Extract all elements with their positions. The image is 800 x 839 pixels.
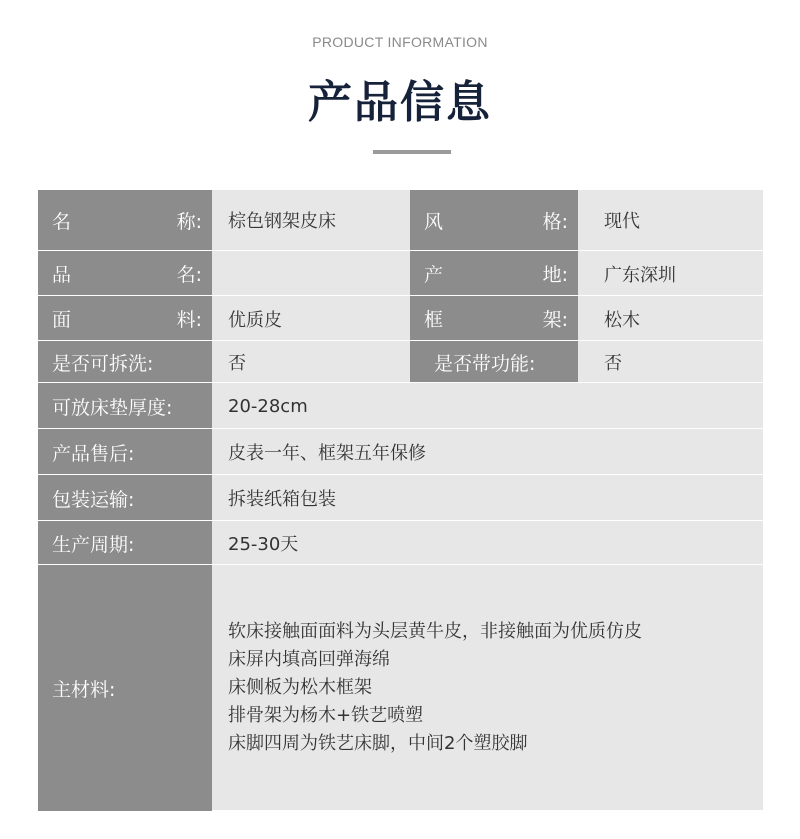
table-row <box>38 520 763 565</box>
label-cell-packaging: 包装运输: <box>38 475 212 521</box>
page-title: 产品信息 <box>308 77 492 128</box>
value-cell-function: 否 <box>604 353 622 374</box>
label-cell-frame: 框 架: <box>410 296 578 341</box>
value-cell-washable: 否 <box>228 353 246 374</box>
label-cell-after-sales: 产品售后: <box>38 429 212 475</box>
table-row <box>38 250 763 296</box>
table-row <box>38 295 763 341</box>
page-subtitle: PRODUCT INFORMATION <box>312 34 488 50</box>
label-cell-name: 名 称: <box>38 190 212 250</box>
material-line: 软床接触面面料为头层黄牛皮，非接触面为优质仿皮 <box>228 621 642 642</box>
product-info-table <box>38 190 763 810</box>
value-cell-main-material <box>212 565 763 811</box>
material-line: 床屏内填高回弹海绵 <box>228 649 390 670</box>
value-cell-fabric: 优质皮 <box>228 309 282 331</box>
label-cell-product-name: 品 名: <box>38 251 212 296</box>
value-cell-origin: 广东深圳 <box>604 264 676 286</box>
value-cell-packaging: 拆装纸箱包装 <box>228 489 336 510</box>
value-cell-style: 现代 <box>604 211 640 232</box>
title-underline <box>373 150 451 154</box>
table-row <box>38 564 763 811</box>
label-cell-production-cycle: 生产周期: <box>38 521 212 565</box>
value-cell-name: 棕色钢架皮床 <box>228 211 336 232</box>
value-cell-product-name <box>212 251 410 296</box>
label-cell-style: 风 格: <box>410 190 578 250</box>
value-cell-frame: 松木 <box>604 309 640 331</box>
material-line: 床脚四周为铁艺床脚，中间2个塑胶脚 <box>228 733 528 754</box>
label-cell-fabric: 面 料: <box>38 296 212 341</box>
label-cell-mattress-thickness: 可放床垫厚度: <box>38 383 212 429</box>
value-cell-after-sales: 皮表一年、框架五年保修 <box>228 443 426 464</box>
table-row <box>38 382 763 429</box>
label-cell-function: 是否带功能: <box>410 341 578 383</box>
table-row <box>38 190 763 250</box>
table-row <box>38 474 763 521</box>
label-cell-main-material: 主材料: <box>38 565 212 811</box>
material-line: 排骨架为杨木+铁艺喷塑 <box>228 705 424 726</box>
label-cell-origin: 产 地: <box>410 251 578 296</box>
value-cell-mattress-thickness: 20-28cm <box>228 395 308 417</box>
material-line: 床侧板为松木框架 <box>228 677 372 698</box>
table-row <box>38 428 763 475</box>
table-row <box>38 340 763 383</box>
label-cell-washable: 是否可拆洗: <box>38 341 212 383</box>
main-material-lines <box>228 618 642 758</box>
value-cell-production-cycle: 25-30天 <box>228 534 299 555</box>
